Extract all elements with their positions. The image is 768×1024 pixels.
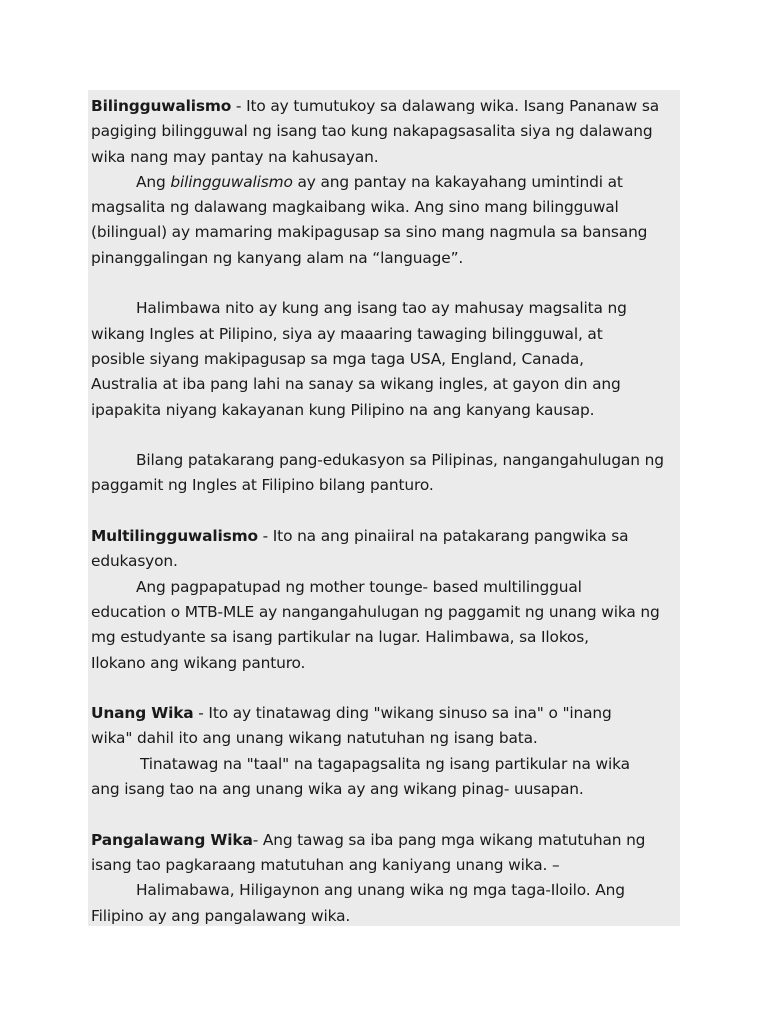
text-span: Ang [136,172,171,191]
paragraph-line: Halimabawa, Hiligaynon ang unang wika ng mga taga-Iloilo. Ang [136,881,625,900]
text-line: pagiging bilingguwal ng isang tao kung nakapagsasalita siya ng dalawang [91,122,653,141]
definition-text: - Ito ay tumutukoy sa dalawang wika. Isang Pananaw sa [231,97,659,115]
text-line: edukasyon. [91,552,178,571]
text-span: ay ang pantay na kakayahang umintindi at [292,172,623,191]
bilingguwalismo-definition-line-1 [91,94,680,119]
blank-line [91,499,680,524]
paragraph-line [91,170,680,195]
text-line: pinanggalingan ng kanyang alam na “language”. [91,248,464,267]
text-line: posible siyang makipagusap sa mga taga USA, England, Canada, [91,349,584,368]
text-line: mg estudyante sa isang partikular na lugar. Halimbawa, sa Ilokos, [91,628,589,647]
blank-line [91,676,680,701]
paragraph-line: Tinatawag na "taal" na tagapagsalita ng isang partikular na wika [140,754,630,773]
text-line: ang isang tao na ang unang wika ay ang wikang pinag- uusapan. [91,780,584,799]
pangalawang-wika-definition-line-1 [91,828,680,853]
text-line: paggamit ng Ingles at Filipino bilang panturo. [91,476,434,495]
multilingguwalismo-definition-line-1 [91,524,680,549]
paragraph-line: Halimbawa nito ay kung ang isang tao ay mahusay magsalita ng [136,299,627,318]
blank-line [91,271,680,296]
text-line: isang tao pagkaraang matutuhan ang kaniyang unang wika. – [91,855,560,874]
unang-wika-definition-line-1 [91,701,680,726]
definition-text: - Ito ay tinatawag ding "wikang sinuso sa ina" o "inang [193,704,612,723]
italic-term: bilingguwalismo [170,172,293,191]
text-line: wika nang may pantay na kahusayan. [91,147,379,166]
text-line: magsalita ng dalawang magkaibang wika. Ang sino mang bilingguwal [91,198,619,217]
text-line: Australia at iba pang lahi na sanay sa wikang ingles, at gayon din ang [91,375,621,394]
term-multilingguwalismo: Multilingguwalismo [91,527,258,546]
blank-line [91,802,680,827]
text-line: education o MTB-MLE ay nangangahulugan ng paggamit ng unang wika ng [91,602,660,621]
text-line: Filipino ay ang pangalawang wika. [91,906,351,925]
text-line: (bilingual) ay mamaring makipagusap sa sino mang nagmula sa bansang [91,223,648,242]
term-pangalawang-wika: Pangalawang Wika [91,830,253,849]
text-line: ipapakita niyang kakayanan kung Pilipino na ang kanyang kausap. [91,400,595,419]
term-unang-wika: Unang Wika [91,704,194,723]
text-line: wika" dahil ito ang unang wikang natutuhan ng isang bata. [91,729,538,748]
document-page [88,90,680,926]
paragraph-line: Ang pagpapatupad ng mother tounge- based multilinggual [136,577,582,596]
paragraph-line: Bilang patakarang pang-edukasyon sa Pilipinas, nangangahulugan ng [136,451,664,470]
text-line: Ilokano ang wikang panturo. [91,653,306,672]
definition-text: - Ang tawag sa iba pang mga wikang matutuhan ng [252,830,646,849]
text-line: wikang Ingles at Pilipino, siya ay maaaring tawaging bilingguwal, at [91,324,603,343]
definition-text: - Ito na ang pinaiiral na patakarang pangwika sa [257,527,629,546]
term-bilingguwalismo: Bilingguwalismo [91,97,232,115]
blank-line [91,423,680,448]
